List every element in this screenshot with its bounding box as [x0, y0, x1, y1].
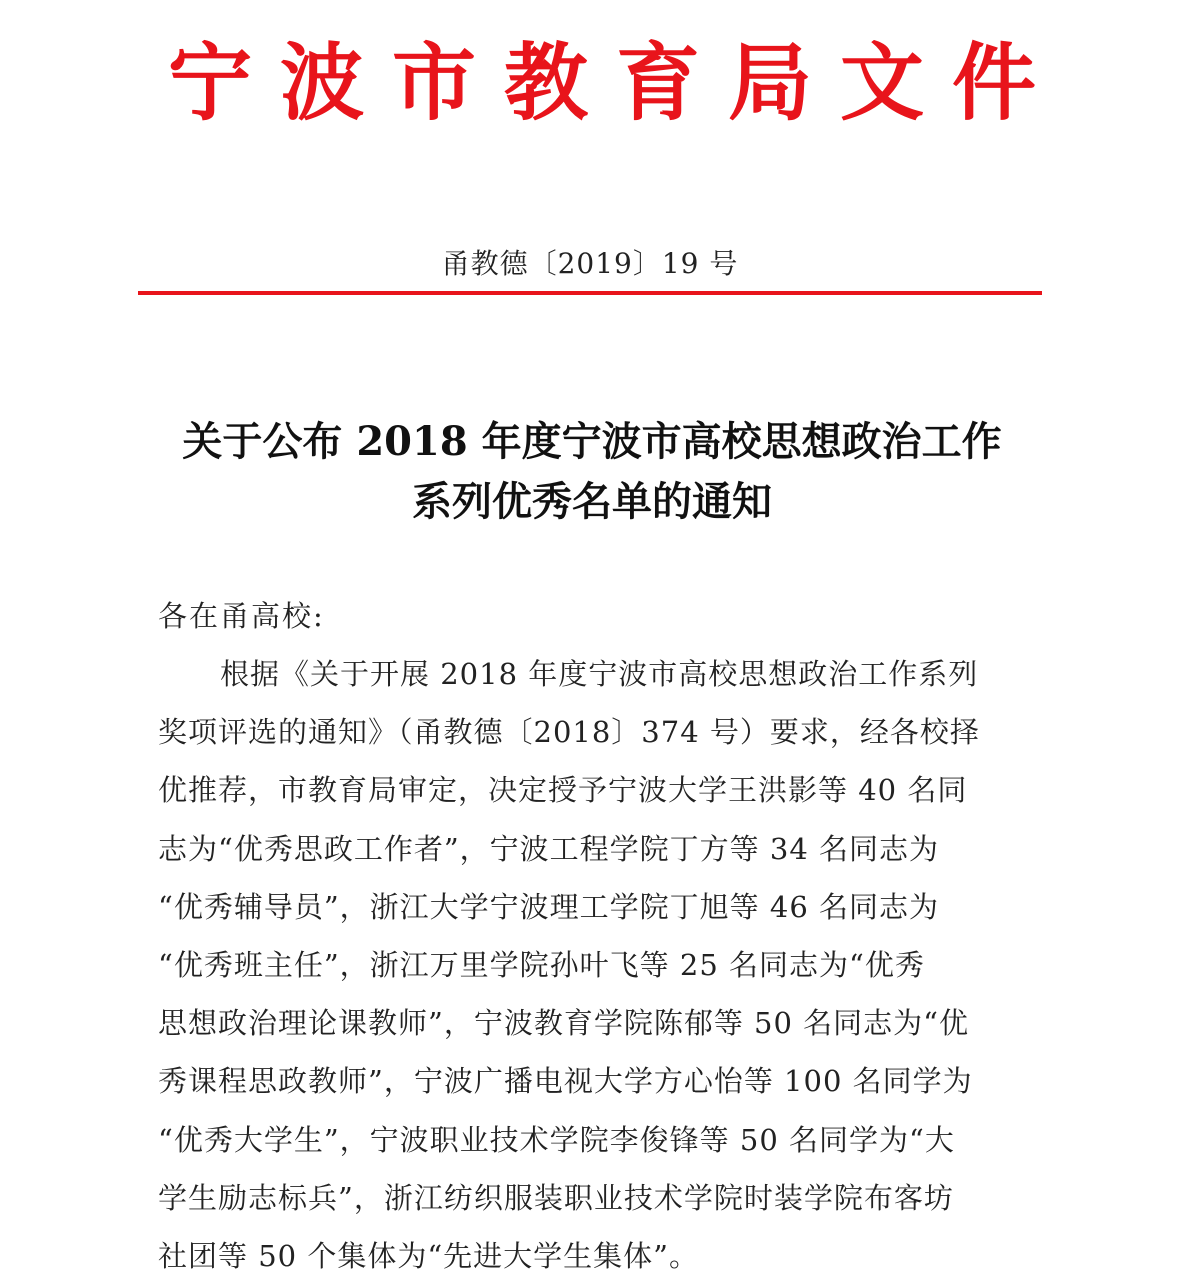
body-line: 学生励志标兵”，浙江纺织服装职业技术学院时装学院布客坊	[158, 1180, 954, 1215]
body-line: “优秀班主任”，浙江万里学院孙叶飞等 25 名同志为“优秀	[158, 948, 925, 983]
body-line: 优推荐，市教育局审定，决定授予宁波大学王洪影等 40 名同	[158, 773, 968, 808]
body-paragraph	[158, 645, 1038, 1285]
body-line: 思想政治理论课教师”，宁波教育学院陈郁等 50 名同志为“优	[158, 1006, 969, 1041]
notice-title-line-2: 系列优秀名单的通知	[412, 478, 772, 525]
red-divider-line	[138, 291, 1042, 295]
notice-title	[130, 412, 1054, 532]
body-line: 秀课程思政教师”，宁波广播电视大学方心怡等 100 名同学为	[158, 1064, 973, 1099]
notice-title-line-1: 关于公布 2018 年度宁波市高校思想政治工作	[182, 418, 1002, 465]
body-line: “优秀辅导员”，浙江大学宁波理工学院丁旭等 46 名同志为	[158, 889, 939, 924]
body-line: 志为“优秀思政工作者”，宁波工程学院丁方等 34 名同志为	[158, 831, 939, 866]
body-line: 社团等 50 个集体为“先进大学生集体”。	[158, 1239, 699, 1274]
body-line: 根据《关于开展 2018 年度宁波市高校思想政治工作系列	[220, 657, 979, 691]
body-line: “优秀大学生”，宁波职业技术学院李俊锋等 50 名同学为“大	[158, 1122, 955, 1157]
masthead-title: 宁波市教育局文件	[168, 34, 1065, 132]
salutation: 各在甬高校:	[158, 599, 325, 633]
document-number: 甬教德〔2019〕19 号	[441, 247, 739, 280]
body-line: 奖项评选的通知》（甬教德〔2018〕374 号）要求，经各校择	[158, 715, 980, 750]
